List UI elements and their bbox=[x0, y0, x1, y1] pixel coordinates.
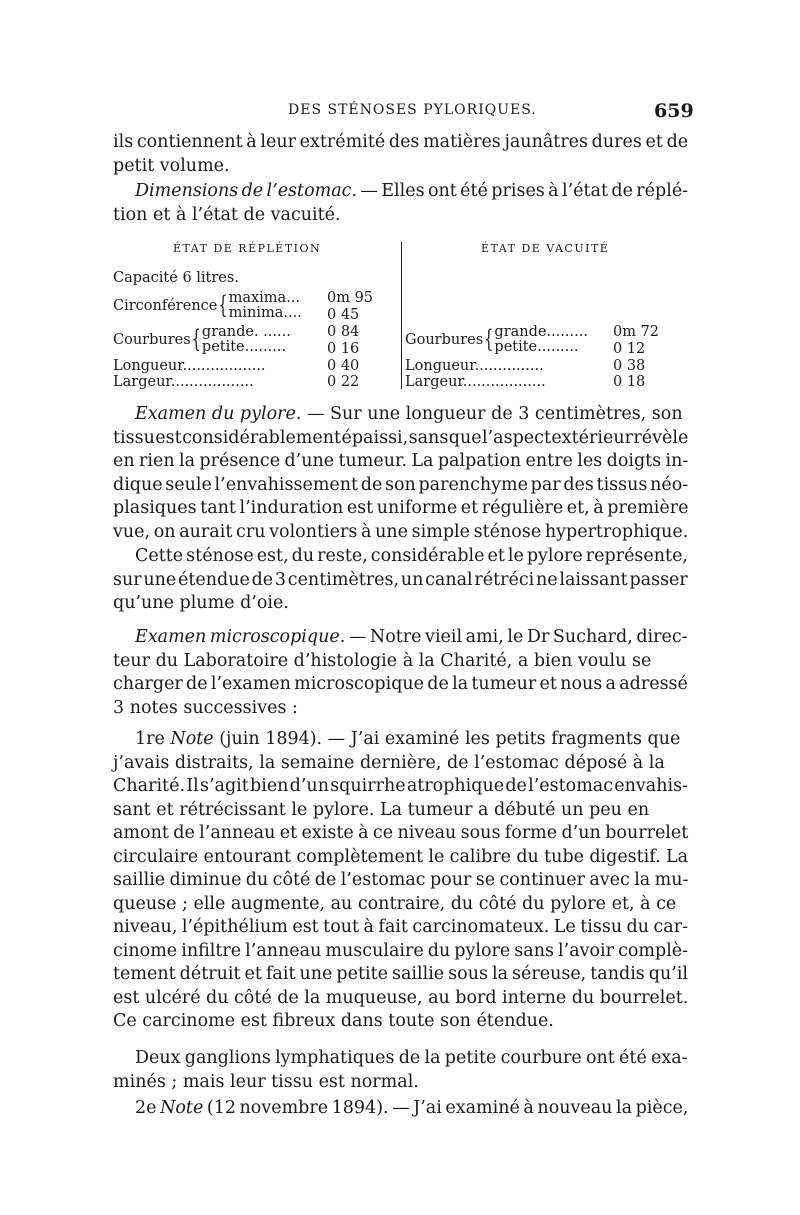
text-segment: (12 novembre 1894). — J’ai examiné à nouveau la pièce, bbox=[203, 1098, 689, 1118]
text-line: tion et à l’état de vacuité. bbox=[113, 204, 341, 225]
pylore-heading: Examen du pylore. bbox=[135, 404, 302, 424]
vacuite-largeur-value: 0 18 bbox=[613, 374, 646, 390]
text-line: tissu est considérablement épaissi, sans que l’aspect extérieur révèle bbox=[113, 427, 689, 448]
text-line: amont de l’anneau et existe à ce niveau sous forme d’un bourrelet bbox=[113, 823, 689, 843]
longueur-value: 0 40 bbox=[327, 358, 360, 374]
text-segment: — Elles ont été prises à l’état de réplé- bbox=[357, 181, 689, 201]
running-title: DES STÉNOSES PYLORIQUES. bbox=[288, 102, 537, 118]
text-segment: — Sur une longueur de 3 centimètres, son bbox=[301, 404, 683, 424]
dimensions-heading: Dimensions de l’estomac. bbox=[135, 181, 357, 201]
text-line: plasiques tant l’induration est uniforme et régulière et, à première bbox=[113, 498, 689, 518]
note2-label: Note bbox=[160, 1098, 204, 1118]
largeur-value: 0 22 bbox=[327, 374, 360, 390]
petite-label: petite......... bbox=[494, 339, 579, 355]
text-line: teur du Laboratoire d’histologie à la Charité, a bien voulu se bbox=[113, 650, 652, 671]
dimensions-tables bbox=[113, 242, 693, 392]
text-line: 3 notes successives : bbox=[113, 697, 298, 718]
note2-prefix: 2e bbox=[135, 1098, 161, 1118]
text-line: ils contiennent à leur extrémité des matières jaunâtres dures et de bbox=[113, 132, 689, 152]
minima-label: minima.... bbox=[228, 305, 302, 321]
intro-paragraph bbox=[113, 131, 688, 178]
text-line: minés ; mais leur tissu est normal. bbox=[113, 1071, 419, 1092]
brace-icon: { bbox=[191, 326, 201, 354]
text-line: petit volume. bbox=[113, 155, 230, 176]
text-segment: — Notre vieil ami, le Dr Suchard, direc- bbox=[345, 627, 688, 647]
grande-label: grande. ...... bbox=[201, 324, 291, 340]
table-divider bbox=[401, 242, 402, 389]
vacuite-longueur-value: 0 38 bbox=[613, 358, 646, 374]
vacuite-largeur-label: Largeur.................. bbox=[405, 374, 546, 390]
page-number: 659 bbox=[654, 100, 694, 122]
courbures-label: Gourbures bbox=[405, 332, 484, 348]
text-line: Deux ganglions lymphatiques de la petite courbure ont été exa- bbox=[135, 1048, 688, 1068]
text-line: j’avais distraits, la semaine dernière, de l’estomac déposé à la bbox=[113, 752, 665, 773]
petite-label: petite......... bbox=[201, 339, 287, 355]
stenose-paragraph bbox=[113, 545, 688, 616]
text-line: tement détruit et fait une petite saillie sous la séreuse, tandis qu’il bbox=[113, 964, 689, 984]
page-header bbox=[0, 100, 800, 126]
repletion-heading: ÉTAT DE RÉPLÉTION bbox=[173, 242, 322, 255]
text-line: vue, on aurait cru volontiers à une simple sténose hypertrophique. bbox=[113, 521, 689, 542]
text-line: cinome infiltre l’anneau musculaire du pylore sans l’avoir complè- bbox=[113, 940, 689, 961]
capacite-row: Capacité 6 litres. bbox=[113, 270, 239, 286]
circonference-label: Circonférence bbox=[113, 298, 218, 314]
maxima-value: 0m 95 bbox=[327, 290, 374, 306]
grande-label: grande......... bbox=[494, 324, 588, 340]
courbures-row bbox=[113, 325, 291, 355]
vacuite-courbures-row bbox=[405, 325, 588, 355]
brace-icon: { bbox=[218, 292, 228, 320]
note1-prefix: 1re bbox=[135, 729, 171, 749]
grande-value: 0 84 bbox=[327, 324, 360, 340]
text-line: saillie diminue du côté de l’estomac pour se continuer avec la mu- bbox=[113, 870, 689, 890]
largeur-label: Largeur.................. bbox=[113, 374, 254, 390]
text-line: queuse ; elle augmente, au contraire, du côté du pylore et, à ce bbox=[113, 893, 677, 914]
vacuite-longueur-label: Longueur............... bbox=[405, 358, 544, 374]
text-line: Cette sténose est, du reste, considérable et le pylore représente, bbox=[135, 546, 688, 566]
vacuite-heading: ÉTAT DE VACUITÉ bbox=[481, 242, 610, 255]
text-line: est ulcéré du côté de la muqueuse, au bord interne du bourrelet. bbox=[113, 987, 689, 1008]
note1-paragraph bbox=[113, 728, 688, 1034]
courbures-label: Courbures bbox=[113, 332, 191, 348]
note1-label: Note bbox=[170, 729, 214, 749]
text-line: Charité. Il s’agit bien d’un squirrhe atrophique de l’estomac envahis- bbox=[113, 776, 688, 796]
text-line: dique seule l’envahissement de son parenchyme par des tissus néo- bbox=[113, 474, 689, 495]
longueur-label: Longueur.................. bbox=[113, 358, 266, 374]
text-line: qu’une plume d’oie. bbox=[113, 593, 289, 613]
text-line: circulaire entourant complètement le calibre du tube digestif. La bbox=[113, 846, 689, 867]
maxima-label: maxima... bbox=[228, 290, 301, 306]
dimensions-paragraph bbox=[113, 180, 688, 227]
text-line: Ce carcinome est fibreux dans toute son étendue. bbox=[113, 1011, 554, 1031]
brace-icon: { bbox=[484, 326, 494, 354]
microscopique-heading: Examen microscopique. bbox=[135, 627, 346, 647]
circonference-row bbox=[113, 291, 302, 321]
ganglions-paragraph bbox=[113, 1047, 688, 1094]
petite-value: 0 16 bbox=[327, 341, 360, 357]
text-line: sant et rétrécissant le pylore. La tumeur a débuté un peu en bbox=[113, 799, 650, 820]
text-line: niveau, l’épithélium est tout à fait carcinomateux. Le tissu du car- bbox=[113, 917, 689, 937]
text-line: sur une étendue de 3 centimètres, un canal rétréci ne laissant passer bbox=[113, 569, 688, 590]
text-segment: (juin 1894). — J’ai examiné les petits fragments que bbox=[213, 729, 681, 749]
vacuite-grande-value: 0m 72 bbox=[613, 324, 660, 340]
pylore-paragraph bbox=[113, 403, 688, 544]
text-line: charger de l’examen microscopique de la tumeur et nous a adressé bbox=[113, 674, 688, 694]
minima-value: 0 45 bbox=[327, 307, 360, 323]
note2-paragraph bbox=[113, 1097, 688, 1121]
vacuite-petite-value: 0 12 bbox=[613, 341, 646, 357]
text-line: en rien la présence d’une tumeur. La palpation entre les doigts in- bbox=[113, 451, 689, 471]
microscopique-paragraph bbox=[113, 626, 688, 720]
